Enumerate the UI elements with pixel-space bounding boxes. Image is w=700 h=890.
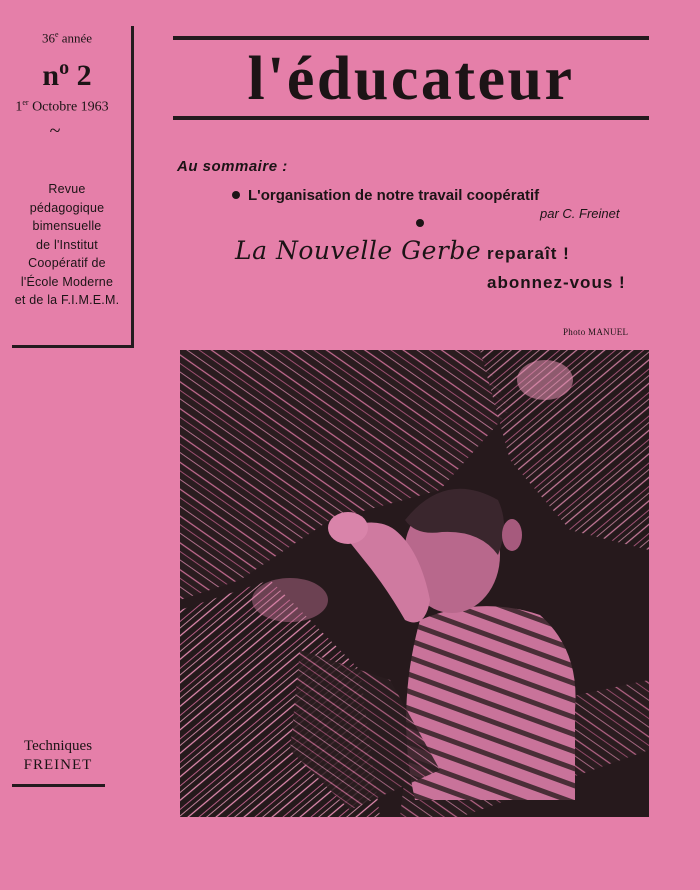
bullet-icon — [232, 191, 240, 199]
bullet-icon — [416, 219, 424, 227]
gerbe-title: La Nouvelle Gerbe — [235, 236, 482, 265]
ornament-divider: ~ — [49, 120, 61, 142]
publication-description: Revue pédagogique bimensuelle de l'Institut Coopératif de l'École Moderne et de la F.I.M.E.M. — [14, 182, 120, 307]
volume-year: 36e année — [41, 30, 93, 46]
gerbe-call-to-action: abonnez-vous ! — [487, 273, 626, 292]
infobox-horizontal-rule — [12, 345, 134, 348]
footer-brand: FREINET — [23, 757, 93, 773]
cover-photo — [180, 350, 649, 817]
article-title: L'organisation de notre travail coopératif — [248, 187, 540, 204]
issue-number: $n^o$ 2 — [42, 57, 92, 92]
footer-rule — [12, 784, 105, 787]
infobox-vertical-rule — [131, 26, 134, 348]
photo-credit: Photo MANUEL — [563, 327, 629, 337]
contents-item — [232, 187, 539, 204]
article-author: par C. Freinet — [540, 206, 620, 221]
issue-date: 1er Octobre 1963 — [15, 98, 109, 115]
title-bottom-rule — [173, 116, 649, 120]
magazine-title: l'éducateur — [247, 45, 575, 113]
footer-label: Techniques — [23, 738, 93, 754]
contents-heading: Au sommaire : — [177, 158, 288, 175]
title-top-rule — [173, 36, 649, 40]
child-among-pine-branches-image — [180, 350, 649, 817]
gerbe-announcement: reparaît ! — [487, 244, 570, 263]
